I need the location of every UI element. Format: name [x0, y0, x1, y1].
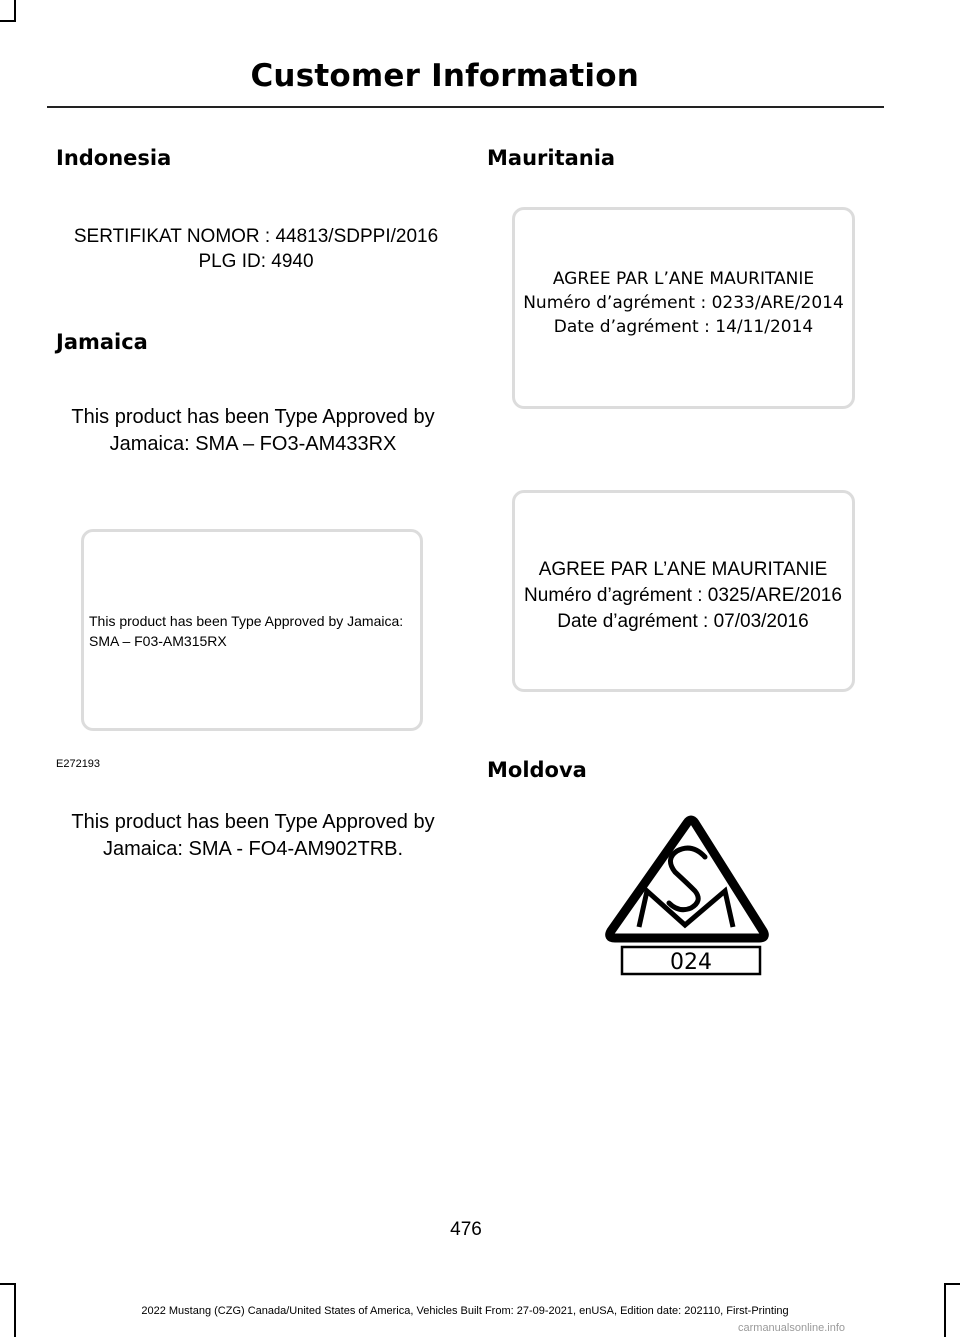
- mauritania-approval-1-date: Date d’agrément : 14/11/2014: [553, 317, 814, 337]
- section-heading-indonesia: Indonesia: [56, 146, 172, 170]
- indonesia-certificate: [56, 224, 456, 274]
- jamaica-approval-2-line-2: Jamaica: SMA - FO4-AM902TRB.: [102, 838, 404, 860]
- mauritania-approval-2-date: Date d’agrément : 07/03/2016: [557, 611, 809, 632]
- jamaica-approval-1: [48, 404, 458, 458]
- jamaica-label-line-1: This product has been Type Approved by Jamaica:: [89, 613, 404, 629]
- indonesia-certificate-number: SERTIFIKAT NOMOR : 44813/SDPPI/2016: [73, 226, 439, 247]
- jamaica-approval-2-line-1: This product has been Type Approved by: [71, 811, 435, 833]
- jamaica-approval-1-line-1: This product has been Type Approved by: [71, 406, 435, 428]
- mauritania-approval-1-agree: AGREE PAR L’ANE MAURITANIE: [552, 269, 815, 289]
- mauritania-approval-1-text: [515, 267, 852, 339]
- page-number: 476: [450, 1219, 482, 1240]
- jamaica-approval-1-line-2: Jamaica: SMA – FO3-AM433RX: [109, 433, 397, 455]
- page-title: Customer Information: [250, 58, 639, 94]
- header-rule: [47, 106, 884, 108]
- jamaica-label-text: [89, 611, 403, 651]
- crop-mark-bottom-left-h: [0, 1283, 16, 1285]
- mauritania-approval-2-number: Numéro d’agrément : 0325/ARE/2016: [524, 585, 842, 606]
- mauritania-approval-1-number: Numéro d’agrément : 0233/ARE/2014: [523, 293, 844, 313]
- section-heading-jamaica: Jamaica: [56, 330, 148, 354]
- edition-footer: 2022 Mustang (CZG) Canada/United States of America, Vehicles Built From: 27-09-2021, enUSA, Edition date: 202110, First-Printing: [141, 1305, 789, 1317]
- section-heading-moldova: Moldova: [487, 758, 587, 782]
- section-heading-mauritania: Mauritania: [487, 146, 616, 170]
- jamaica-label-line-2: SMA – F03-AM315RX: [89, 633, 227, 649]
- crop-mark-top-left-h: [0, 20, 16, 22]
- moldova-conformity-mark-icon: [587, 795, 787, 995]
- crop-mark-bottom-right-h: [944, 1283, 960, 1285]
- indonesia-plg-id: PLG ID: 4940: [198, 251, 314, 272]
- watermark: carmanualsonline.info: [738, 1322, 846, 1334]
- mark-number: 024: [670, 950, 712, 975]
- mauritania-approval-2-text: [510, 557, 856, 635]
- crop-mark-bottom-right: [944, 1283, 946, 1337]
- jamaica-approval-2: [46, 809, 460, 863]
- figure-id: E272193: [56, 758, 101, 770]
- mauritania-approval-2-agree: AGREE PAR L’ANE MAURITANIE: [538, 559, 828, 580]
- crop-mark-top-left: [14, 0, 16, 22]
